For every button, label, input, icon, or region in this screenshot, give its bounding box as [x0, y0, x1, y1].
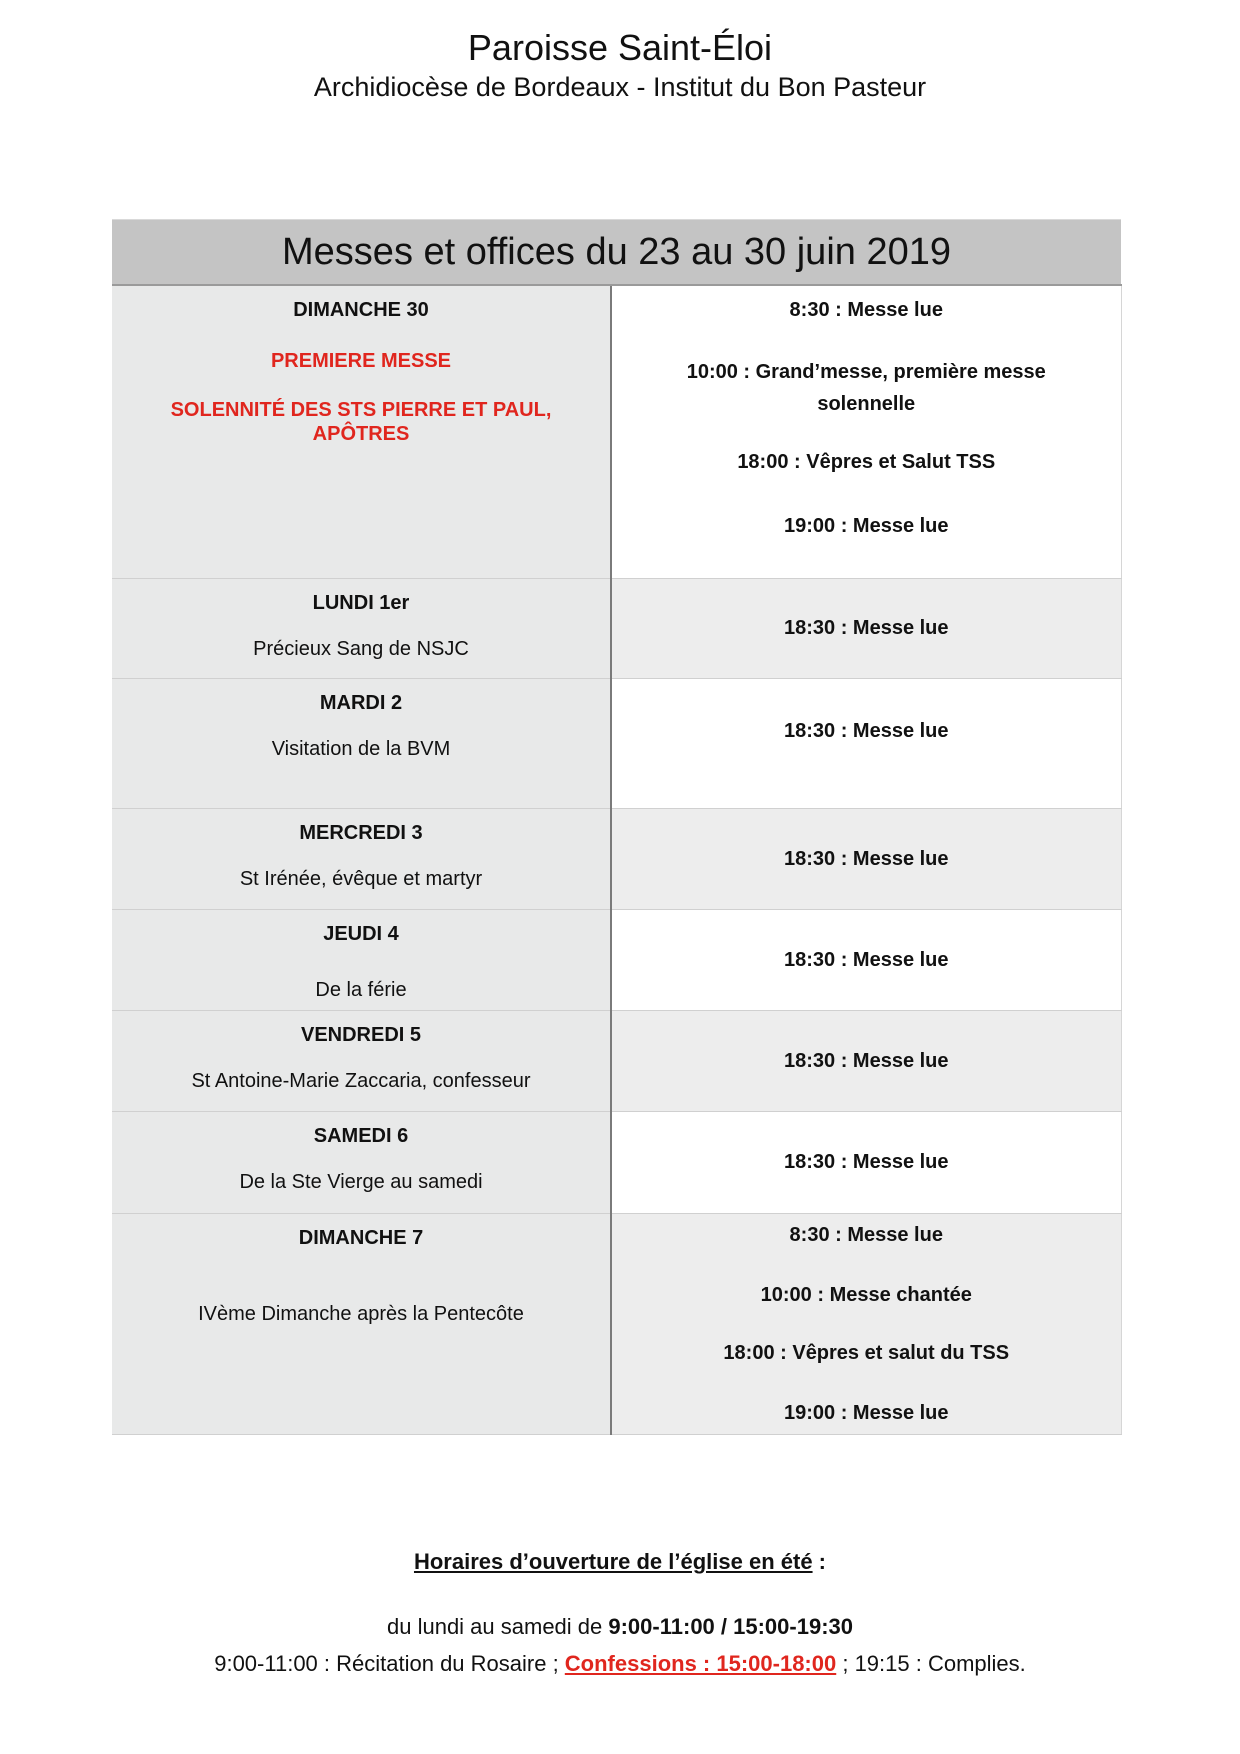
opening-hours-line: [0, 1614, 1240, 1640]
times-cell: [611, 808, 1121, 909]
compline-text: ; 19:15 : Complies.: [836, 1651, 1026, 1676]
hours-value: 9:00-11:00 / 15:00-19:30: [608, 1614, 853, 1639]
heading-colon: :: [812, 1549, 827, 1574]
parish-title: Paroisse Saint-Éloi: [467, 27, 773, 68]
schedule-table: [112, 219, 1122, 1435]
time-entry: 10:00 : Grand’messe, première messe solennelle: [686, 361, 1046, 415]
feast-name: St Antoine-Marie Zaccaria, confesseur: [191, 1069, 531, 1092]
daily-services-line: [0, 1651, 1240, 1677]
table-row: [112, 678, 1121, 808]
feast-name: Précieux Sang de NSJC: [253, 637, 469, 660]
hours-prefix: du lundi au samedi de: [387, 1614, 609, 1639]
day-cell: [112, 1010, 611, 1111]
day-name: DIMANCHE 30: [293, 299, 429, 321]
feast-name: IVème Dimanche après la Pentecôte: [198, 1302, 524, 1325]
time-entry: 19:00 : Messe lue: [783, 1401, 949, 1424]
time-entry: 18:30 : Messe lue: [783, 719, 949, 742]
page-header: [0, 26, 1240, 104]
times-cell: [611, 578, 1121, 678]
feast-name: Visitation de la BVM: [271, 737, 451, 760]
day-cell: [112, 1213, 611, 1434]
table-row: [112, 1111, 1121, 1213]
day-name: LUNDI 1er: [312, 591, 410, 614]
time-entry: 18:30 : Messe lue: [783, 617, 949, 639]
day-name: JEUDI 4: [323, 922, 399, 945]
table-row: [112, 909, 1121, 1010]
day-cell: [112, 285, 611, 578]
time-entry: 8:30 : Messe lue: [789, 299, 943, 321]
day-cell: [112, 578, 611, 678]
opening-hours-heading-text: Horaires d’ouverture de l’église en été: [413, 1549, 813, 1574]
day-name: DIMANCHE 7: [298, 1226, 424, 1249]
table-row: [112, 808, 1121, 909]
time-entry: 18:30 : Messe lue: [783, 1049, 949, 1072]
time-entry: 19:00 : Messe lue: [783, 515, 949, 537]
day-name: VENDREDI 5: [300, 1023, 422, 1046]
time-entry: 18:30 : Messe lue: [783, 948, 949, 971]
time-entry: 8:30 : Messe lue: [789, 1223, 943, 1246]
feast-name: St Irénée, évêque et martyr: [239, 867, 483, 890]
times-cell: [611, 1010, 1121, 1111]
day-name: SAMEDI 6: [313, 1124, 409, 1147]
day-name: MARDI 2: [319, 691, 403, 714]
time-entry: 18:00 : Vêpres et Salut TSS: [737, 451, 996, 473]
times-cell: [611, 678, 1121, 808]
opening-hours-heading: [0, 1549, 1240, 1575]
day-cell: [112, 808, 611, 909]
day-cell: [112, 909, 611, 1010]
table-row: [112, 285, 1121, 578]
time-entry: 10:00 : Messe chantée: [760, 1283, 972, 1306]
feast-red-line: SOLENNITÉ DES STS PIERRE ET PAUL, APÔTRES: [170, 399, 552, 445]
day-name: MERCREDI 3: [299, 821, 423, 844]
table-row: [112, 578, 1121, 678]
time-entry: 18:30 : Messe lue: [783, 847, 949, 870]
day-cell: [112, 678, 611, 808]
parish-subtitle: Archidiocèse de Bordeaux - Institut du Bon Pasteur: [313, 72, 927, 102]
table-row: [112, 1010, 1121, 1111]
table-row: [112, 1213, 1121, 1434]
times-cell: [611, 285, 1121, 578]
feast-red-line: PREMIERE MESSE: [270, 350, 452, 372]
times-cell: [611, 909, 1121, 1010]
confessions-link[interactable]: Confessions : 15:00-18:00: [564, 1651, 837, 1676]
time-entry: 18:00 : Vêpres et salut du TSS: [723, 1341, 1010, 1364]
times-cell: [611, 1213, 1121, 1434]
feast-name: De la Ste Vierge au samedi: [239, 1170, 483, 1193]
day-cell: [112, 1111, 611, 1213]
times-cell: [611, 1111, 1121, 1213]
schedule-title: Messes et offices du 23 au 30 juin 2019: [112, 220, 1121, 286]
time-entry: 18:30 : Messe lue: [783, 1151, 949, 1173]
feast-name: De la férie: [315, 978, 407, 1001]
rosary-text: 9:00-11:00 : Récitation du Rosaire ;: [214, 1651, 565, 1676]
